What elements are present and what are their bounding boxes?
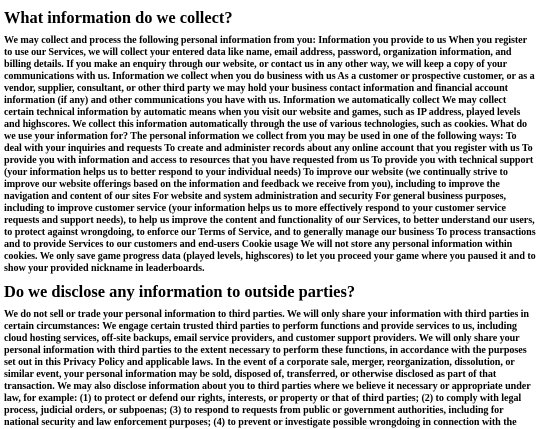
privacy-policy-content bbox=[4, 0, 536, 429]
section-heading-collect: What information do we collect? bbox=[4, 8, 233, 27]
section-body-collect: We may collect and process the following personal information from you: Information you provide to us When you register to use our Services, we will collect your entered data like name, email address, password, organization information, and billing details. If you make an enquiry through our website, or contact us in any other way, we will keep a copy of your communications with us. Information we collect when you do business with us As a customer or prospective customer, or as a vendor, supplier, consultant, or other third party we may hold your business contact information and financial account information (if any) and other communications you have with us. Information we automatically collect We may collect certain technical information by automatic means when you visit our website and games, such as IP address, played levels and highscores. We collect this information automatically through the use of various technologies, such as cookies. What do we use your information for? The personal information we collect from you may be used in one of the following ways: To deal with your inquiries and requests To create and administer records about any online account that you register with us To provide you with information and access to resources that you have requested from us To provide you with technical support (your information helps us to better respond to your individual needs) To improve our website (we continually strive to improve our website offerings based on the information and feedback we receive from you), including to improve the navigation and content of our sites For website and system administration and security For general business purposes, including to improve customer service (your information helps us to more effectively respond to your customer service requests and support needs), to help us improve the content and functionality of our Services, to better understand our users, to protect against wrongdoing, to enforce our Terms of Service, and to generally manage our business To process transactions and to provide Services to our customers and end-users Cookie usage We will not store any personal information within cookies. We only save game progress data (played levels, highscores) to let you proceed your game where you paused it and to show your provided nickname in leaderboards. bbox=[4, 35, 536, 274]
section-body-disclose: We do not sell or trade your personal information to third parties. We will only share your information with third parties in certain circumstances: We engage certain trusted third parties to perform functions and provide services to us, including cloud hosting services, off-site backups, email service providers, and customer support providers. We will only share your personal information with third parties to the extent necessary to perform these functions, in accordance with the purposes set out in this Privacy Policy and applicable laws. In the event of a corporate sale, merger, reorganization, dissolution, or similar event, your personal information may be sold, disposed of, transferred, or otherwise disclosed as part of that transaction. We may also disclose information about you to third parties where we believe it necessary or appropriate under law, for example: (1) to protect or defend our rights, interests, or property or that of third parties; (2) to comply with legal process, judicial orders, or subpoenas; (3) to respond to requests from public or government authorities, including for national security and law enforcement purposes; (4) to prevent or investigate possible wrongdoing in connection with the bbox=[4, 309, 531, 428]
section-heading-disclose: Do we disclose any information to outside parties? bbox=[4, 282, 356, 301]
